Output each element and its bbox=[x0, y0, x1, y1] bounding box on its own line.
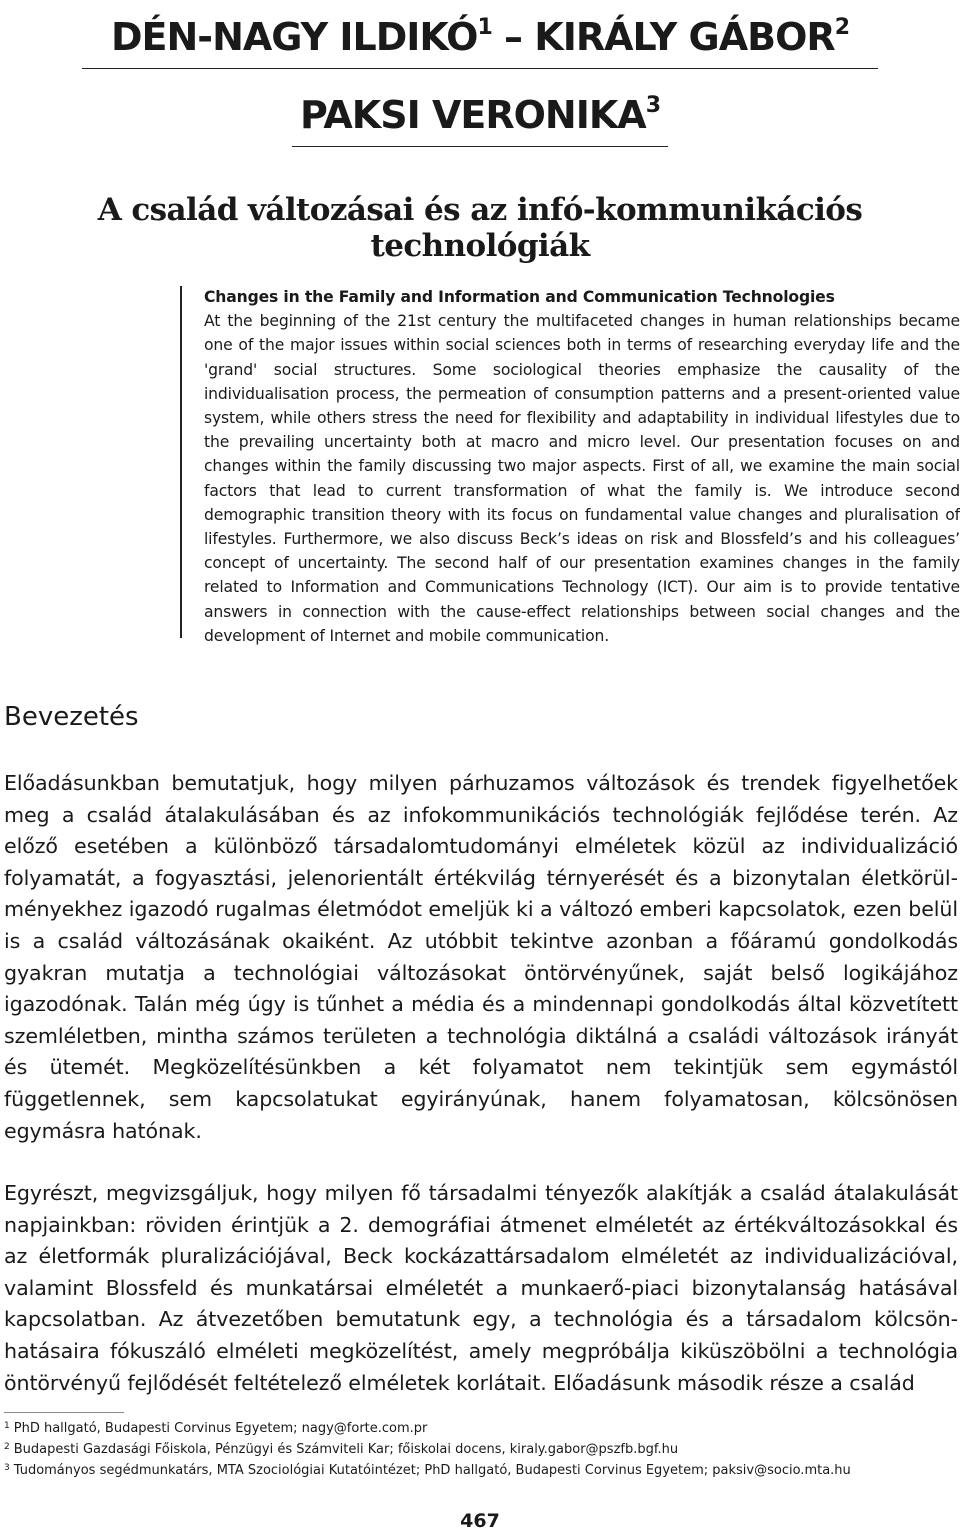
author-1-footnote-ref: 1 bbox=[477, 15, 492, 40]
author-3-line bbox=[292, 92, 668, 147]
author-3-name: PAKSI VERONIKA bbox=[300, 93, 646, 137]
footnote-2 bbox=[4, 1439, 954, 1460]
footnote-3 bbox=[4, 1460, 954, 1481]
author-3-footnote-ref: 3 bbox=[645, 93, 660, 118]
author-separator: – bbox=[491, 15, 535, 59]
footnote-3-text: Tudományos segédmunkatárs, MTA Szociológiai Kutatóintézet; PhD hallgató, Budapesti Corvinus Egyetem; paksiv@socio.mta.hu bbox=[13, 1463, 851, 1478]
footnote-3-number: 3 bbox=[4, 1463, 10, 1473]
abstract-heading: Changes in the Family and Information and Communication Technologies bbox=[204, 288, 835, 306]
footnote-1 bbox=[4, 1418, 954, 1439]
body-paragraph-2: Egyrészt, megvizsgáljuk, hogy milyen fő társadalmi tényezők alakítják a család átalakulását napjainkban: röviden érintjük a 2. demográfiai átmenet elméletét az értékváltozásokkal és az életformák pluralizációjával, Beck kockázattársadalom elméletét az individualizációval, valamint Blossfeld és munkatársai elméletét a munkaerő-piaci bizonytalanság hatásával kapcsolatban. Az átvezetőben bemutatunk egy, a technológia és a társadalom kölcsönhatásaira fókuszáló elméleti megközelítést, amely megpróbálja kiküszöbölni a technológia öntörvényű fejlődését feltételező elméletek korlátait. Előadásunk második része a család bbox=[4, 1181, 958, 1395]
author-1-name: DÉN-NAGY ILDIKÓ bbox=[111, 15, 478, 59]
footnotes bbox=[4, 1418, 954, 1481]
author-2-footnote-ref: 2 bbox=[834, 15, 849, 40]
section-heading: Bevezetés bbox=[4, 702, 139, 732]
paper-title: A család változásai és az infó-kommunikációs technológiák bbox=[97, 192, 863, 264]
body-paragraph-1: Előadásunkban bemutatjuk, hogy milyen párhuzamos változások és trendek figyelhetőek meg a család átalakulásában és az infokommunikációs technológiák fejlődése terén. Az előző esetében a különböző társadalomtudományi elméletek közül az individualizáció folyamatát, a fogyasztási, jelenorientált értékvilág térnyerését és a bizonytalan életkörülményekhez igazodó rugalmas életmódot emeljük ki a változó emberi kapcsolatok, ezen belül is a család változásának okaiként. Az utóbbit tekintve azonban a főáramú gondolkodás gyakran mutatja a technológiai változásokat öntörvényűnek, saját belső logikájához igazodónak. Talán még úgy is tűnhet a média és a mindennapi gondolkodás által közvetített szemléletben, mintha számos területen a technológia diktálná a családi változások irányát és ütemét. Megközelítésünkben a két folyamatot nem tekintjük sem egymástól függetlennek, sem kapcsolatukat egyirányúnak, hanem folyamatosan, kölcsönösen egymásra hatónak. bbox=[4, 771, 958, 1143]
footnote-1-number: 1 bbox=[4, 1421, 10, 1431]
author-2-name: KIRÁLY GÁBOR bbox=[534, 15, 835, 59]
footnote-2-text: Budapesti Gazdasági Főiskola, Pénzügyi és Számviteli Kar; főiskolai docens, kiraly.gabor@pszfb.bgf.hu bbox=[13, 1442, 679, 1457]
footnote-2-number: 2 bbox=[4, 1442, 10, 1452]
abstract bbox=[204, 285, 960, 648]
page-number: 467 bbox=[460, 1510, 500, 1532]
abstract-text: At the beginning of the 21st century the multifaceted changes in human relationships became one of the major issues within social sciences both in terms of researching everyday life and the 'grand' social structures. Some sociological theories emphasize the causality of the individualisation process, the permeation of consumption patterns and a present-oriented value system, while others stress the need for flexibility and adaptability in individual lifestyles due to the prevailing uncertainty both at macro and micro level. Our presentation focuses on and changes within the family discussing two major aspects. First of all, we examine the main social factors that lead to current transformation of what the family is. We introduce second demographic transition theory with its focus on fundamental value changes and pluralisation of lifestyles. Furthermore, we also discuss Beck’s ideas on risk and Blossfeld’s and his colleagues’ concept of uncertainty. The second half of our presentation examines changes in the family related to Information and Communications Technology (ICT). Our aim is to provide tentative answers in connection with the cause-effect relationships between social changes and the development of Internet and mobile communication. bbox=[204, 312, 960, 645]
authors-line bbox=[82, 14, 878, 69]
abstract-side-rule bbox=[180, 286, 182, 638]
footnote-1-text: PhD hallgató, Budapesti Corvinus Egyetem; nagy@forte.com.pr bbox=[13, 1421, 428, 1436]
footnote-rule bbox=[4, 1412, 124, 1413]
